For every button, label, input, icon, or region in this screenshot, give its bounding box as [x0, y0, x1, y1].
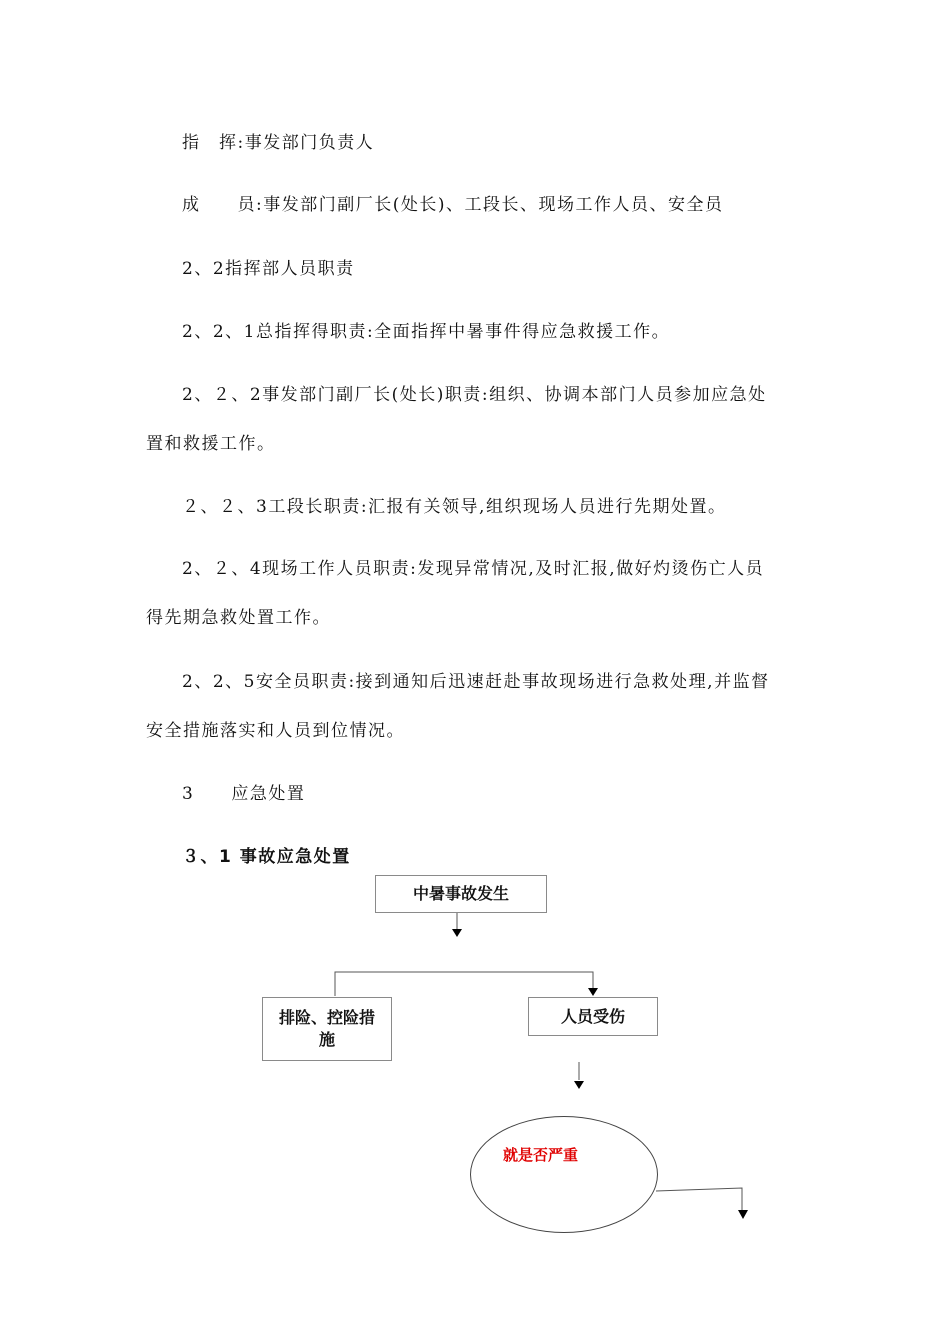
- arrow-down-icon: [588, 988, 598, 996]
- text-line-2-2-2: 2、２、2事发部门副厂长(处长)职责:组织、协调本部门人员参加应急处: [182, 385, 767, 405]
- text-line-commander: 指 挥:事发部门负责人: [182, 133, 375, 153]
- text-line-2-2-5: 2、2、5安全员职责:接到通知后迅速赶赴事故现场进行急救处理,并监督: [182, 672, 770, 692]
- text-line-2-2-5-cont: 安全措施落实和人员到位情况。: [146, 721, 405, 741]
- flow-box-injured: [528, 997, 658, 1036]
- branch-connector: [335, 972, 593, 996]
- text-line-2-2-2-cont: 置和救援工作。: [146, 434, 276, 454]
- decision-connector: [656, 1188, 742, 1210]
- flow-box-start-label: 中暑事故发生: [412, 884, 509, 903]
- flow-box-injured-label: 人员受伤: [560, 1006, 625, 1026]
- flow-box-hazard-control: [262, 997, 392, 1061]
- flow-decision-label: 就是否严重: [503, 1146, 579, 1164]
- text-line-2-2-1: 2、2、1总指挥得职责:全面指挥中暑事件得应急救援工作。: [182, 322, 671, 342]
- flow-box-hazard-control-label: 排险、控险措施: [279, 1008, 376, 1049]
- text-line-2-2-3: ２、２、3工段长职责:汇报有关领导,组织现场人员进行先期处置。: [182, 497, 727, 517]
- flow-decision-ellipse: [470, 1116, 658, 1233]
- section-heading-3: 3 应急处置: [182, 784, 306, 804]
- text-line-2-2-4: 2、２、4现场工作人员职责:发现异常情况,及时汇报,做好灼烫伤亡人员: [182, 559, 765, 579]
- arrow-down-icon: [452, 929, 462, 937]
- text-line-members: 成 员:事发部门副厂长(处长)、工段长、现场工作人员、安全员: [182, 195, 724, 215]
- section-heading-2-2: 2、2指挥部人员职责: [182, 259, 355, 279]
- flow-box-start: [375, 875, 547, 913]
- arrow-down-icon: [738, 1210, 748, 1219]
- text-line-2-2-4-cont: 得先期急救处置工作。: [146, 608, 331, 628]
- arrow-down-icon: [574, 1081, 584, 1089]
- section-heading-3-1: ３、1 事故应急处置: [182, 847, 351, 867]
